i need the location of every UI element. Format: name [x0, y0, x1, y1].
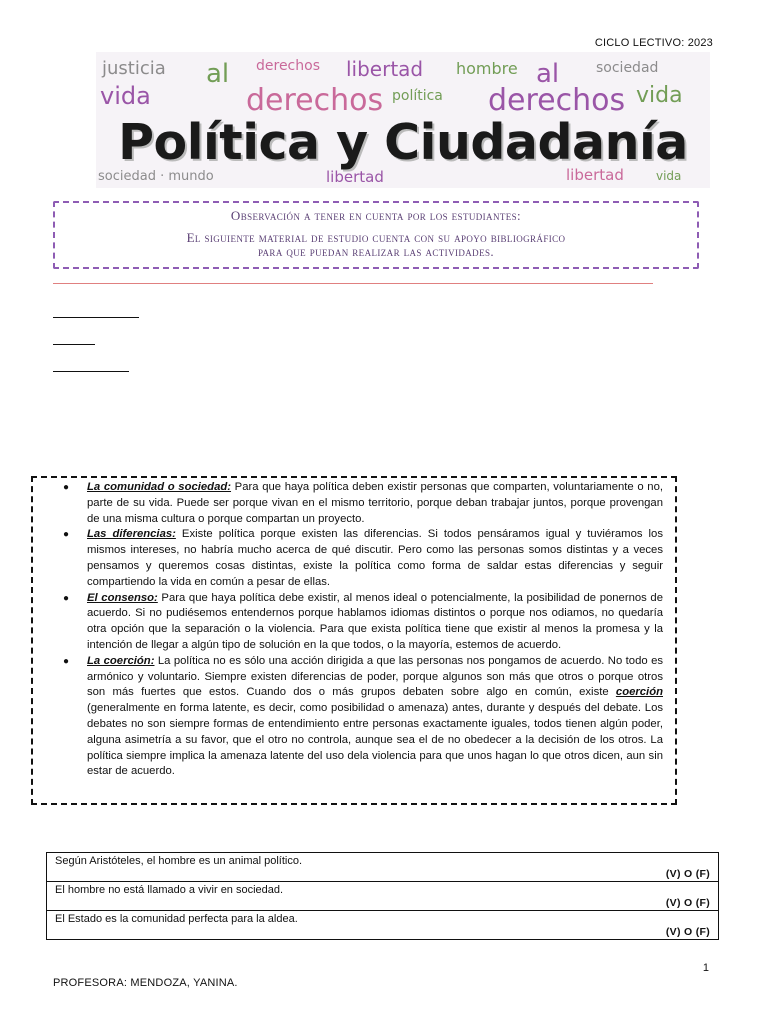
bullet-icon: ● — [63, 592, 70, 604]
blank-line-3 — [53, 371, 129, 372]
svg-text:hombre: hombre — [456, 59, 518, 78]
concept-inline-term: coerción — [615, 686, 663, 699]
svg-text:vida: vida — [100, 82, 151, 110]
banner-title: Política y Ciudadanía — [118, 114, 688, 171]
student-note-box — [53, 201, 699, 269]
svg-text:libertad: libertad — [326, 168, 384, 186]
page-number: 1 — [702, 962, 709, 974]
table-cell — [47, 853, 719, 882]
concept-term: El consenso: — [87, 591, 158, 604]
concept-term: La coerción: — [87, 654, 155, 667]
true-false-table — [46, 852, 719, 940]
concept-term: La comunidad o sociedad: — [87, 481, 232, 493]
concept-text: Para que haya política deben existir personas que comparten, voluntariamente o no, parte de su vida. Puede ser porque vivan en el mismo territorio, porque deban trabajar juntos, porque provengan de una misma cultura o porque compartan un proyecto. — [87, 481, 663, 525]
bullet-icon: ● — [63, 655, 70, 667]
bullet-icon: ● — [63, 529, 70, 541]
divider-line — [53, 283, 653, 284]
table-cell — [47, 882, 719, 911]
concept-item-coercion — [57, 654, 663, 780]
note-text-line-2: para que puedan realizar las actividades. — [257, 244, 495, 259]
concept-text-continued: (generalmente en forma latente, es decir, como posibilidad o amenaza) antes, durante y después del debate. Los debates no son siempre formas de entendimiento entre personas exactamente iguales, todos tienen algún poder, alguna asimetría a su favor, que el otro no controla, aunque sea el de no obedecer a la decisión de los otros. La política siempre implica la amenaza latente del uso dela violencia para que unos hagan lo que otros dicen, aun sin estar de acuerdo. — [87, 702, 663, 778]
concept-text: La política no es sólo una acción dirigida a que las personas nos pongamos de acuerdo. No todo es armónico y voluntario. Siempre existen diferencias de poder, porque algunos son más que otros o porque otros son más fuertes que estos. Cuando dos o más grupos debaten sobre algo en común, existe — [87, 654, 664, 699]
table-row — [47, 882, 719, 911]
svg-text:derechos: derechos — [246, 83, 384, 118]
concept-text: Existe política porque existen las diferencias. Si todos pensáramos igual y tuviéramos los mismos intereses, no habría mucho acerca de qué discutir. Pero como las personas somos distintas y a veces pensamos y queremos cosas distintas, existe la política como forma de saldar estas diferencias y seguir compartiendo la vida en común a pesar de ellas. — [87, 528, 663, 588]
svg-text:vida: vida — [636, 83, 683, 108]
title-banner — [96, 52, 710, 188]
concept-item-differences — [57, 527, 663, 590]
note-text-line-1: El siguiente material de estudio cuenta con su apoyo bibliográfico — [186, 230, 566, 245]
concept-text: Para que haya política debe existir, al menos ideal o potencialmente, la posibilidad de ponernos de acuerdo. Si no pudiésemos entendernos porque hablamos idiomas distintos o porque nos odiamos, no quedaría otra opción que la separación o la violencia. Para que exista política tiene que existir al menos la promesa y la intención de llegar a algún tipo de solución en la que todos, o la mayoría, estemos de acuerdo. — [87, 591, 663, 651]
true-false-options: (V) O (F) — [665, 868, 710, 880]
svg-text:sociedad · mundo: sociedad · mundo — [98, 169, 214, 184]
true-false-options: (V) O (F) — [665, 926, 710, 938]
svg-text:política: política — [392, 88, 443, 104]
table-row — [47, 911, 719, 940]
svg-text:al: al — [536, 59, 560, 89]
svg-text:libertad: libertad — [566, 166, 624, 184]
blank-line-2 — [53, 344, 95, 345]
svg-text:derechos: derechos — [488, 83, 626, 118]
concepts-list — [57, 480, 663, 780]
table-row — [47, 853, 719, 882]
blank-line-1 — [53, 317, 139, 318]
bullet-icon: ● — [63, 482, 70, 493]
svg-text:derechos: derechos — [256, 58, 320, 74]
concept-item-community — [57, 480, 663, 527]
svg-text:al: al — [206, 59, 230, 89]
svg-text:vida: vida — [656, 169, 682, 183]
note-heading: Observación a tener en cuenta por los estudiantes: — [230, 208, 522, 223]
svg-text:sociedad: sociedad — [596, 60, 659, 76]
true-false-options: (V) O (F) — [665, 897, 710, 909]
teacher-name: PROFESORA: MENDOZA, YANINA. — [53, 977, 238, 989]
concept-item-consensus — [57, 591, 663, 654]
statement-text: El hombre no está llamado a vivir en sociedad. — [55, 884, 284, 896]
statement-text: Según Aristóteles, el hombre es un animal político. — [55, 855, 303, 867]
svg-text:justicia: justicia — [102, 58, 166, 79]
svg-text:libertad: libertad — [346, 57, 424, 81]
table-cell — [47, 911, 719, 940]
concept-term: Las diferencias: — [87, 528, 176, 541]
statement-text: El Estado es la comunidad perfecta para la aldea. — [55, 913, 298, 925]
school-year-label: CICLO LECTIVO: 2023 — [594, 37, 713, 49]
